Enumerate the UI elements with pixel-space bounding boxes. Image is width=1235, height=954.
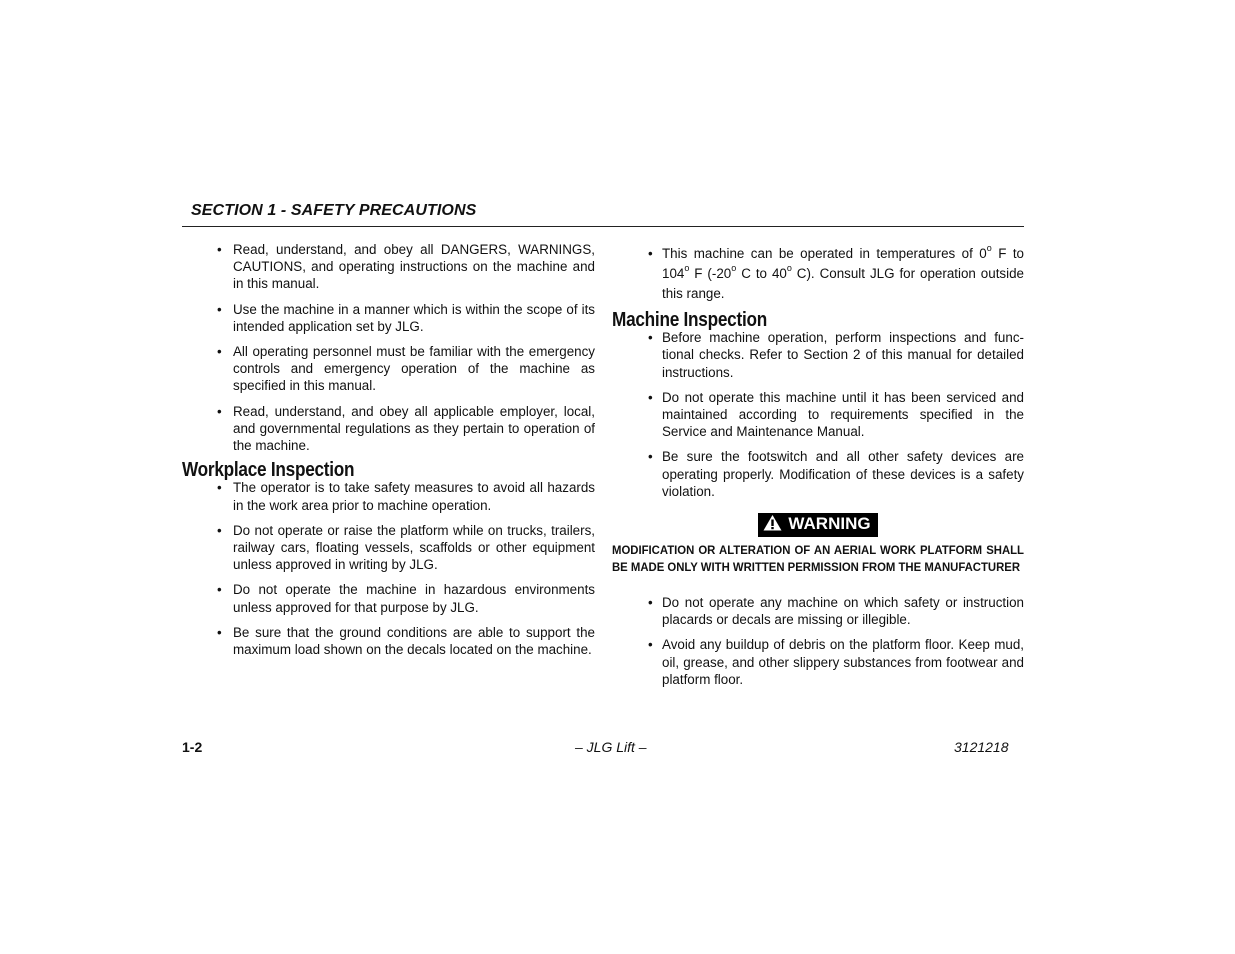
temp-text: C to 40 (736, 266, 787, 281)
list-item: • Use the machine in a manner which is within the scope of its intended application set by JLG. (182, 301, 595, 335)
final-bullet-list (612, 594, 1024, 688)
footer-center-title: – JLG Lift – (575, 739, 647, 755)
right-column (612, 244, 1024, 696)
degree-sup: o (684, 263, 690, 273)
temp-text: F to 104 (662, 246, 1025, 281)
warning-label: WARNING (788, 514, 871, 534)
header-rule (182, 226, 1024, 227)
warning-banner (612, 513, 1024, 537)
section-title: SECTION 1 - SAFETY PRECAUTIONS (191, 202, 477, 219)
degree-sup: o (731, 263, 737, 273)
list-item: • Be sure that the ground conditions are able to support the maximum load shown on the decals located on the machine. (182, 624, 595, 658)
degree-sup: o (986, 243, 992, 253)
left-column (182, 241, 595, 666)
machine-inspection-heading: Machine Inspection (612, 309, 767, 331)
workplace-bullet-list (182, 479, 595, 658)
document-number: 3121218 (954, 739, 1009, 755)
temp-text: F (-20 (689, 266, 732, 281)
page-number: 1-2 (182, 739, 203, 755)
list-item: • Do not operate or raise the platform while on trucks, trailers, railway cars, floating vessels, scaffolds or other equipment unless approved in writing by JLG. (182, 522, 595, 574)
workplace-inspection-heading: Workplace Inspection (182, 459, 355, 482)
list-item (612, 244, 1024, 304)
temp-text: This machine can be operated in temperatures of 0 (662, 246, 987, 261)
list-item: • Read, understand, and obey all DANGERS, WARNINGS, CAUTIONS, and operating instructions on the machine and in this manual. (182, 241, 595, 293)
warning-triangle-icon (763, 514, 782, 537)
machine-bullet-list (612, 329, 1024, 500)
list-item: • Read, understand, and obey all applicable employer, local, and governmental regulations as they pertain to operation of the machine. (182, 403, 595, 455)
list-item: • Do not operate the machine in hazardous environments unless approved for that purpose by JLG. (182, 581, 595, 615)
temp-text: C). Consult JLG for operation outside this range. (662, 266, 1024, 301)
warning-text: MODIFICATION OR ALTERATION OF AN AERIAL WORK PLATFORM SHALL BE MADE ONLY WITH WRITTEN PERMISSION FROM THE MANUFACTURER (612, 543, 1024, 575)
degree-sup: o (786, 263, 792, 273)
list-item: • Avoid any buildup of debris on the platform floor. Keep mud, oil, grease, and other slippery substances from footwear and platform floor. (612, 636, 1024, 688)
list-item: • Be sure the footswitch and all other safety devices are operating properly. Modification of these devices is a safety violation. (612, 448, 1024, 500)
list-item: • The operator is to take safety measures to avoid all hazards in the work area prior to machine operation. (182, 479, 595, 513)
list-item: • All operating personnel must be familiar with the emergency controls and emergency operation of the machine as specified in this manual. (182, 343, 595, 395)
list-item: • Do not operate any machine on which safety or instruction placards or decals are missing or illegible. (612, 594, 1024, 628)
temperature-bullet-list (612, 244, 1024, 304)
intro-bullet-list (182, 241, 595, 454)
list-item: • Before machine operation, perform inspections and functional checks. Refer to Section 2 of this manual for detailed instructions. (612, 329, 1024, 381)
warning-label-box (758, 513, 877, 537)
list-item: • Do not operate this machine until it has been serviced and maintained according to requirements specified in the Service and Maintenance Manual. (612, 389, 1024, 441)
